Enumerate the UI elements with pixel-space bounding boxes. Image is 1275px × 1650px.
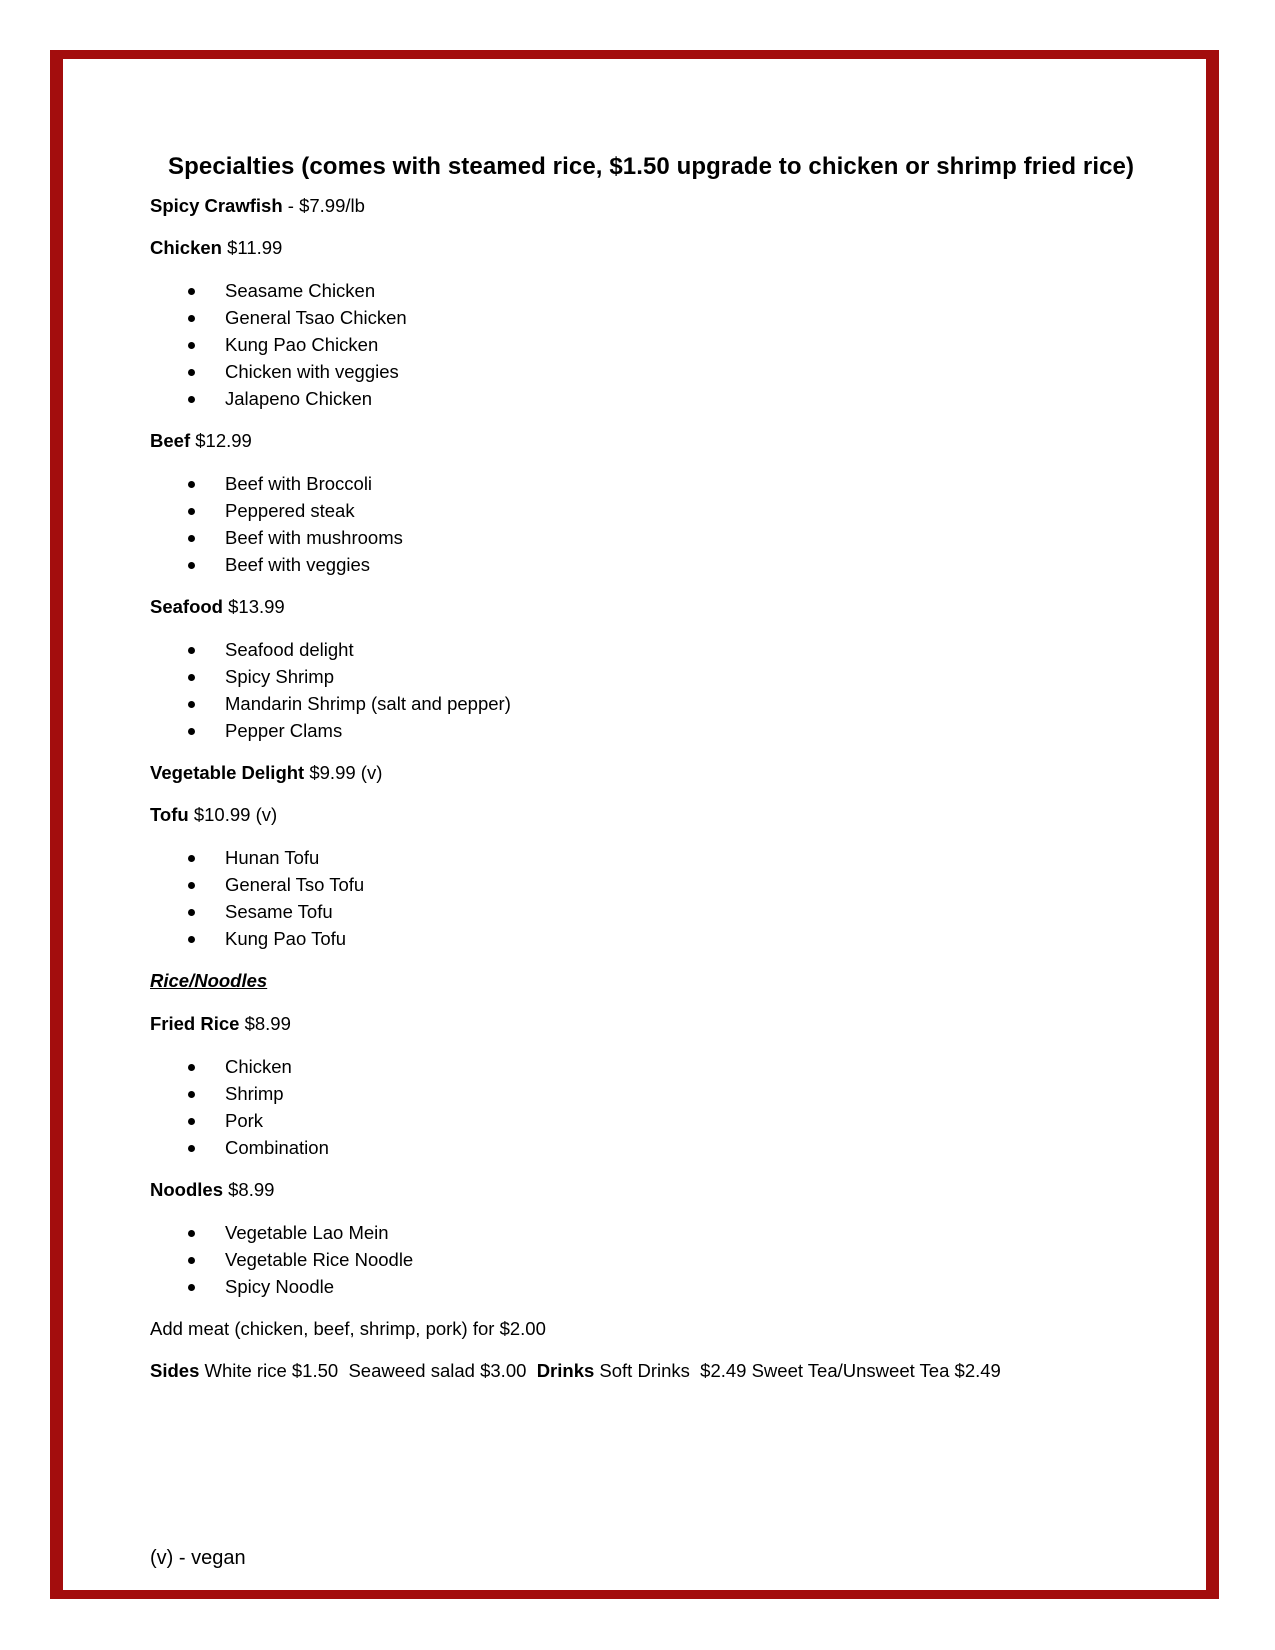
beef-price: $12.99 — [190, 430, 252, 451]
bullet-icon — [188, 855, 195, 862]
bullet-icon — [188, 562, 195, 569]
crawfish-name: Spicy Crawfish — [150, 195, 283, 216]
drinks-text: Soft Drinks $2.49 Sweet Tea/Unsweet Tea $2.49 — [594, 1360, 1001, 1381]
bullet-icon — [188, 701, 195, 708]
seafood-price: $13.99 — [222, 596, 285, 617]
add-meat-note: Add meat (chicken, beef, shrimp, pork) for $2.00 — [150, 1318, 546, 1339]
bullet-icon — [188, 535, 195, 542]
sides-label: Sides — [150, 1360, 200, 1381]
page-title: Specialties (comes with steamed rice, $1.50 upgrade to chicken or shrimp fried rice) — [168, 153, 1135, 180]
vegetable-name: Vegetable Delight — [150, 762, 305, 783]
bullet-icon — [188, 508, 195, 515]
bullet-icon — [188, 1145, 195, 1152]
chicken-heading — [150, 235, 282, 261]
sides-drinks-line — [150, 1358, 1001, 1384]
bullet-icon — [188, 728, 195, 735]
vegetable-price: $9.99 (v) — [304, 762, 383, 783]
chicken-price: $11.99 — [221, 237, 283, 258]
vegetable-delight-line — [150, 760, 382, 786]
bullet-icon — [188, 1284, 195, 1291]
bullet-icon — [188, 342, 195, 349]
fried-rice-price: $8.99 — [239, 1013, 291, 1034]
beef-name: Beef — [150, 430, 191, 451]
vegan-footnote: (v) - vegan — [150, 1547, 246, 1569]
seafood-heading — [150, 594, 285, 620]
bullet-icon — [188, 909, 195, 916]
sides-text: White rice $1.50 Seaweed salad $3.00 — [199, 1360, 537, 1381]
bullet-icon — [188, 674, 195, 681]
crawfish-price: - $7.99/lb — [282, 195, 365, 216]
bullet-icon — [188, 1118, 195, 1125]
bullet-icon — [188, 288, 195, 295]
bullet-icon — [188, 315, 195, 322]
tofu-name: Tofu — [150, 804, 189, 825]
bullet-icon — [188, 1230, 195, 1237]
noodles-name: Noodles — [150, 1179, 223, 1200]
tofu-price: $10.99 (v) — [188, 804, 278, 825]
crawfish-line — [150, 193, 365, 219]
beef-heading — [150, 428, 252, 454]
drinks-label: Drinks — [536, 1360, 595, 1381]
bullet-icon — [188, 369, 195, 376]
bullet-icon — [188, 481, 195, 488]
bullet-icon — [188, 1064, 195, 1071]
bullet-icon — [188, 936, 195, 943]
bullet-icon — [188, 1091, 195, 1098]
rice-noodles-heading: Rice/Noodles — [150, 970, 268, 991]
bullet-icon — [188, 1257, 195, 1264]
noodles-heading — [150, 1177, 274, 1203]
noodles-price: $8.99 — [222, 1179, 275, 1200]
fried-rice-name: Fried Rice — [150, 1013, 240, 1034]
fried-rice-heading — [150, 1011, 291, 1037]
tofu-heading — [150, 802, 277, 828]
seafood-name: Seafood — [150, 596, 223, 617]
bullet-icon — [188, 647, 195, 654]
bullet-icon — [188, 882, 195, 889]
bullet-icon — [188, 396, 195, 403]
chicken-name: Chicken — [150, 237, 222, 258]
